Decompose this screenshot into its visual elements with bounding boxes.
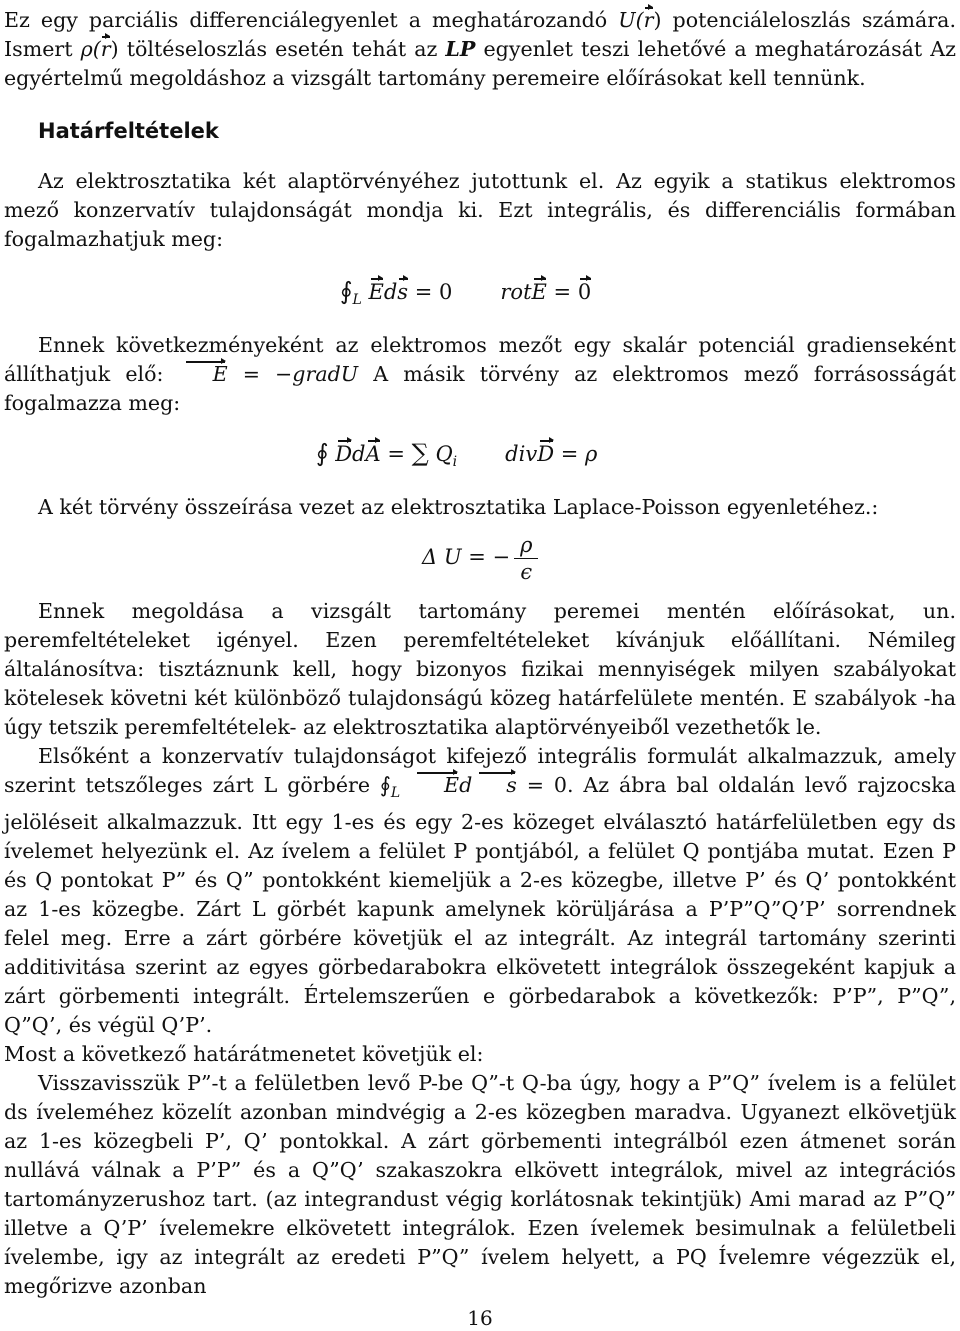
subscript: L xyxy=(390,785,401,801)
equation-gauss xyxy=(4,438,956,477)
subscript: i xyxy=(452,454,458,470)
paragraph-integral xyxy=(4,742,956,1040)
vector-E: E xyxy=(410,771,459,800)
numerator: ρ xyxy=(514,532,538,559)
section-heading: Határfeltételek xyxy=(38,119,219,143)
equation-conservative xyxy=(4,276,956,315)
text-run: Az ábra bal oldalán levő rajzocska jelöléseit alkalmazzuk. Itt egy 1-es és egy 2-es közeget elválasztó határfelületben egy ds ívelemet helyezünk el. Az ívelem a felület P pontjából, a felület Q pontjába mutat. Ezen P és Q pontokat P” és Q” pontokként kiemeljük a 2-es közegbe, illetve P’ és Q’ pontokként az 1-es közegbe. Zárt L görbét kapunk amelynek körüljárása a P’P”Q”Q’P’ sorrendnek felel meg. Erre a zárt görbére követjük el az integrált. Az integrál tartomány szerinti additivitása szerint az egyes görbedarabokra elkövetett integrálok összegeként kapjuk a zárt görbementi integrált. Értelemszerűen e görbedarabok a következők: P’P”, P”Q”, Q”Q’, és végül Q’P’. xyxy=(4,773,957,1037)
math-inline: U( xyxy=(618,8,644,32)
math-d: d xyxy=(459,773,473,797)
intro-paragraph xyxy=(4,6,956,93)
math-Q: Q xyxy=(435,442,453,466)
equation-poisson xyxy=(4,532,956,585)
paragraph-gradient xyxy=(4,331,956,418)
math-rhs: = 0. xyxy=(516,773,574,797)
paragraph-laplace: A két törvény összeírása vezet az elektrosztatika Laplace-Poisson egyenletéhez.: xyxy=(38,495,879,519)
math-inline: = −gradU xyxy=(242,362,359,386)
text-run: A másik törvény az elektromos mező forrásosságát fogalmazza meg: xyxy=(4,362,956,415)
paragraph-laws: Az elektrosztatika két alaptörvényéhez jutottunk el. Az egyik a statikus elektromos mező konzervatív tulajdonságát mondja ki. Ezt integrális, és differenciális formában fogalmazhatjuk meg: xyxy=(4,169,956,251)
text-run: töltéseloszlás esetén tehát az xyxy=(118,37,446,61)
denominator: ϵ xyxy=(520,560,533,584)
math-div: div xyxy=(505,442,538,466)
sum-symbol: ∑ xyxy=(411,439,429,467)
math-rhs: = ρ xyxy=(554,442,598,466)
text-run: potenciáleloszlás számára. Ismert xyxy=(4,8,957,61)
math-d: d xyxy=(383,280,398,304)
math-inline: ρ( xyxy=(80,37,101,61)
text-run: Ez egy parciális differenciálegyenlet a meghatározandó xyxy=(4,8,619,32)
contour-integral-symbol: ∮ xyxy=(316,439,329,467)
text-run: Elsőként a konzervatív tulajdonságot kifejező integrális formulát alkalmazzuk, amely szerint tetszőleges zárt L görbére xyxy=(4,744,956,797)
vector-E: E xyxy=(179,360,228,389)
math-eq: = xyxy=(546,280,578,304)
text-run: egyenlet teszi lehetővé a meghatározását Az egyértelmű megoldáshoz a vizsgált tartomány peremeire előírásokat kell tennünk. xyxy=(4,37,956,90)
math-eq: = xyxy=(380,442,412,466)
vector-s: s xyxy=(397,277,408,307)
subscript: L xyxy=(352,292,362,308)
math-d: d xyxy=(352,442,366,466)
paragraph-boundary: Ennek megoldása a vizsgált tartomány peremei mentén előírásokat, un. peremfeltételeket igényel. Ezen peremfeltételeket kívánjuk előállítani. Némileg általánosítva: tisztáznunk kell, hogy bizonyos fizikai mennyiségek milyen szabályokat kötelesek követni két különböző tulajdonságú közeg határfelülete mentén. E szabályok -ha úgy tetszik peremfeltételek- az elektrosztatika alaptörvényeiből vezethetők le. xyxy=(4,599,956,739)
math-inline: ) xyxy=(110,37,119,61)
vector-A: A xyxy=(366,439,381,469)
vector-D: D xyxy=(335,439,352,469)
vector-zero: 0 xyxy=(578,277,591,307)
vector-r: r xyxy=(644,6,654,35)
vector-E: E xyxy=(369,277,384,307)
math-inline: ) xyxy=(653,8,662,32)
vector-s: s xyxy=(472,771,517,800)
contour-integral-symbol: ∮ xyxy=(379,773,391,797)
vector-E: E xyxy=(532,277,547,307)
math-rot: rot xyxy=(500,280,532,304)
page-number: 16 xyxy=(467,1306,493,1330)
lp-label: LP xyxy=(445,37,476,61)
text-run: Ennek következményeként az elektromos mezőt egy skalár potenciál gradienseként állíthatjuk elő: xyxy=(4,333,956,386)
vector-D: D xyxy=(537,439,554,469)
paragraph-limit: Most a következő határátmenetet követjük el: xyxy=(4,1042,484,1066)
math-rhs: = 0 xyxy=(408,280,453,304)
math-lhs: Δ U = − xyxy=(422,545,511,569)
contour-integral-symbol: ∮ xyxy=(340,277,353,305)
vector-r: r xyxy=(101,35,111,64)
fraction xyxy=(514,532,538,585)
paragraph-limit-detail: Visszavisszük P”-t a felületben levő P-be Q”-t Q-ba úgy, hogy a P”Q” ívelem is a felület ds íveleméhez közelít azonban mindvégig a 2-es közegben maradva. Ugyanezt elkövetjük az 1-es közegbeli P’, Q’ pontokkal. A zárt görbementi integrálból ezen átmenet során nullává válnak a P’P” és a Q”Q’ szakaszokra elkövett integrálok, mivel az integrációs tartományzerushoz tart. (az integrandust végig korlátosnak tekintjük) Ami marad az P”Q” illetve a Q’P’ ívelemekre elkövetett integrálok. Ezen ívelemek besimulnak a felületbeli ívelembe, igy az integrált az eredeti P”Q” ívelem helyett, a PQ Ívelemre végezzük el, megőrizve azonban xyxy=(4,1071,956,1298)
